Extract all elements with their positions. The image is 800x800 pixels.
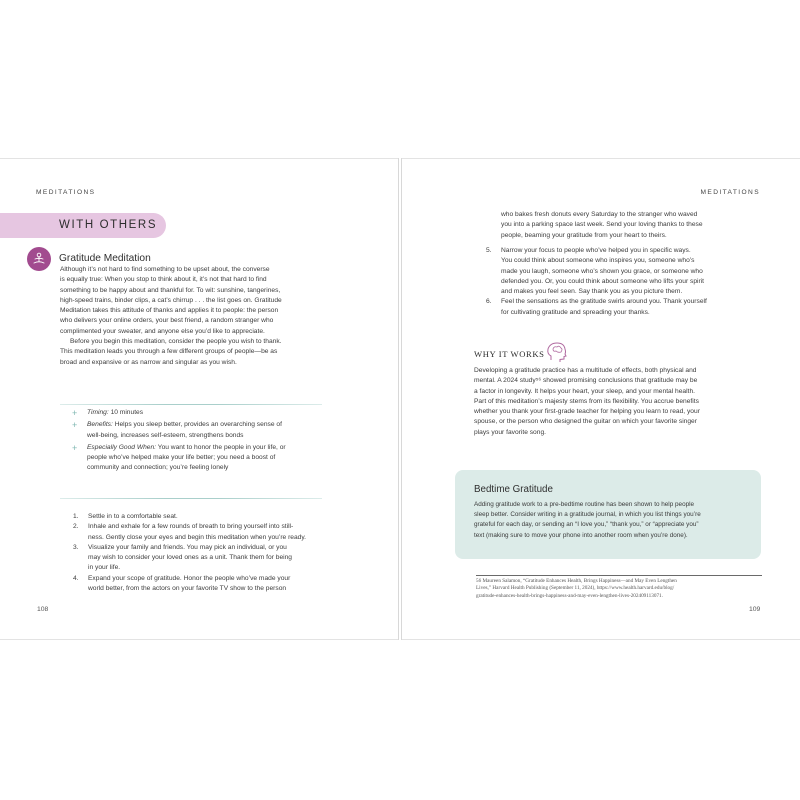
divider-bottom [60, 498, 322, 499]
meditation-details-list [72, 408, 286, 476]
brain-head-icon [545, 341, 569, 363]
step-text: Narrow your focus to people who’ve helped you in specific ways. [501, 247, 691, 254]
step-item [73, 512, 306, 522]
text-line: something to be happy about and thankful for. To wit: sunshine, tangerines, [60, 286, 281, 294]
page-edge-bottom [0, 639, 398, 640]
text-line: you into a parking space last week. Send your loving thanks to these [501, 221, 703, 229]
text-line: is equally true: When you stop to think about it, it’s not that hard to find [60, 276, 267, 284]
detail-text: people who’ve helped make your life better; you need a boost of [87, 454, 276, 462]
step-text: for cultivating gratitude and spreading your thanks. [501, 308, 650, 316]
step-item [486, 246, 707, 297]
running-head: MEDITATIONS [36, 189, 96, 196]
detail-text: Helps you sleep better, provides an overarching sense of [112, 421, 282, 429]
step-text: Settle in to a comfortable seat. [88, 513, 178, 520]
step-number: 4. [73, 574, 79, 582]
step-item [73, 543, 306, 574]
step-text: may wish to consider your loved ones as a unit. Thank them for being [88, 554, 293, 562]
detail-especially-good-when [72, 443, 286, 474]
text-line: people, beaming your gratitude from your heart to theirs. [501, 231, 667, 239]
detail-label: Benefits: [87, 421, 113, 429]
callout-text [474, 500, 701, 541]
steps-list-left [73, 512, 306, 594]
running-head: MEDITATIONS [700, 189, 760, 196]
text-line: mental. A 2024 study⁵⁶ showed promising conclusions that gratitude may be [474, 377, 698, 385]
page-edge-bottom [402, 639, 800, 640]
page-edge-top [0, 158, 398, 159]
why-it-works-heading: WHY IT WORKS [474, 349, 545, 359]
plus-icon: + [72, 420, 78, 431]
plus-icon: + [72, 442, 78, 453]
page-edge-top [402, 158, 800, 159]
text-line: This meditation leads you through a few different groups of people—be as [60, 348, 278, 356]
text-line: grateful for each day, or sending an “I love you,” “thank you,” or “appreciate you” [474, 521, 699, 529]
meditation-pose-icon [27, 247, 51, 271]
step-text: You could think about someone who inspires you, someone who’s [501, 257, 695, 265]
text-line: spouse, or the person who designed the guitar on which your favorite singer [474, 418, 697, 426]
step-item [73, 522, 306, 543]
continued-step-text [501, 210, 703, 241]
text-line: text (making sure to move your phone into another room when you’re done). [474, 531, 688, 539]
text-line: plays your favorite song. [474, 428, 546, 436]
step-number: 1. [73, 513, 79, 520]
footnote-line: Lives,” Harvard Health Publishing (September 11, 2024), https://www.health.harvard.edu/blog/ [476, 585, 675, 592]
step-text: Expand your scope of gratitude. Honor the people who’ve made your [88, 574, 291, 582]
step-text: world better, from the actors on your favorite TV show to the person [88, 585, 287, 593]
section-banner-label: WITH OTHERS [59, 219, 158, 231]
section-banner [0, 213, 166, 238]
footnote [476, 578, 677, 600]
text-line: Adding gratitude work to a pre-bedtime routine has been shown to help people [474, 501, 695, 508]
detail-text: You want to honor the people in your life, or [156, 443, 286, 451]
detail-text: well-being, increases self-esteem, strengthens bonds [87, 431, 244, 439]
bedtime-gratitude-callout [455, 470, 761, 559]
footnote-line: 56 Maureen Salamon, “Gratitude Enhances Health, Brings Happiness—and May Even Lengthen [476, 578, 677, 584]
step-text: Visualize your family and friends. You may pick an individual, or you [88, 543, 287, 551]
intro-paragraph [60, 265, 282, 368]
text-line: Meditation takes this attitude of thanks and applies it to people: the person [60, 307, 279, 315]
detail-label: Especially Good When: [87, 443, 157, 451]
step-item [73, 574, 306, 595]
step-number: 3. [73, 543, 79, 551]
step-text: and makes you feel seen. Say thank you as you picture them. [501, 288, 683, 296]
text-line: who delivers your online orders, your best friend, a random stranger who [60, 317, 274, 325]
detail-benefits [72, 420, 286, 441]
callout-title: Bedtime Gratitude [474, 484, 553, 495]
step-text: Inhale and exhale for a few rounds of breath to bring yourself into still- [88, 523, 294, 531]
detail-timing [72, 408, 286, 418]
step-text: made you laugh, someone who’s shown you grace, or someone who [501, 267, 703, 275]
detail-label: Timing: [87, 409, 109, 416]
divider-top [60, 404, 322, 405]
text-line: whether you thank your first-grade teacher for helping you learn to read, your [474, 408, 700, 416]
text-line: Part of this meditation’s majesty stems from its flexibility. You accrue benefits [474, 397, 699, 405]
detail-text: community and connection; you’re feeling lonely [87, 464, 229, 472]
text-line: high-speed trains, binder clips, a cat’s chirrup . . . the list goes on. Gratitude [60, 296, 282, 304]
step-number: 2. [73, 523, 79, 531]
step-text: defended you. Or, you could think about someone who lifts your spirit [501, 277, 705, 285]
page-number: 109 [749, 606, 761, 613]
step-text: ness. Gently close your eyes and begin this meditation when you’re ready. [88, 533, 307, 541]
text-line: Although it’s not hard to find something to be upset about, the converse [60, 266, 270, 273]
text-line: Developing a gratitude practice has a multitude of effects, both physical and [474, 367, 697, 374]
detail-text: 10 minutes [108, 409, 144, 416]
step-text: in your life. [88, 564, 121, 572]
step-number: 6. [486, 298, 492, 306]
footnote-line: gratitude-enhances-health-brings-happiness-and-may-even-lengthen-lives-202409113071. [476, 592, 663, 599]
steps-list-right [486, 246, 707, 318]
plus-icon: + [72, 408, 78, 418]
text-line: sleep better. Consider writing in a gratitude journal, in which you list things you’re [474, 511, 701, 519]
meditation-title: Gratitude Meditation [59, 253, 151, 264]
text-line: Before you begin this meditation, consider the people you wish to thank. [70, 338, 282, 346]
step-text: Feel the sensations as the gratitude swirls around you. Thank yourself [501, 298, 707, 306]
step-item [486, 297, 707, 318]
why-it-works-paragraph [474, 366, 700, 438]
text-line: a factor in longevity. It helps your heart, your sleep, and your mental health. [474, 387, 695, 395]
step-number: 5. [486, 247, 492, 254]
text-line: broad and expansive or as narrow and singular as you wish. [60, 358, 237, 366]
page-number: 108 [37, 606, 49, 613]
text-line: complimented your sweater, and anyone else you’d like to appreciate. [60, 327, 265, 335]
footnote-rule [476, 575, 762, 576]
text-line: who bakes fresh donuts every Saturday to the stranger who waved [501, 211, 698, 218]
